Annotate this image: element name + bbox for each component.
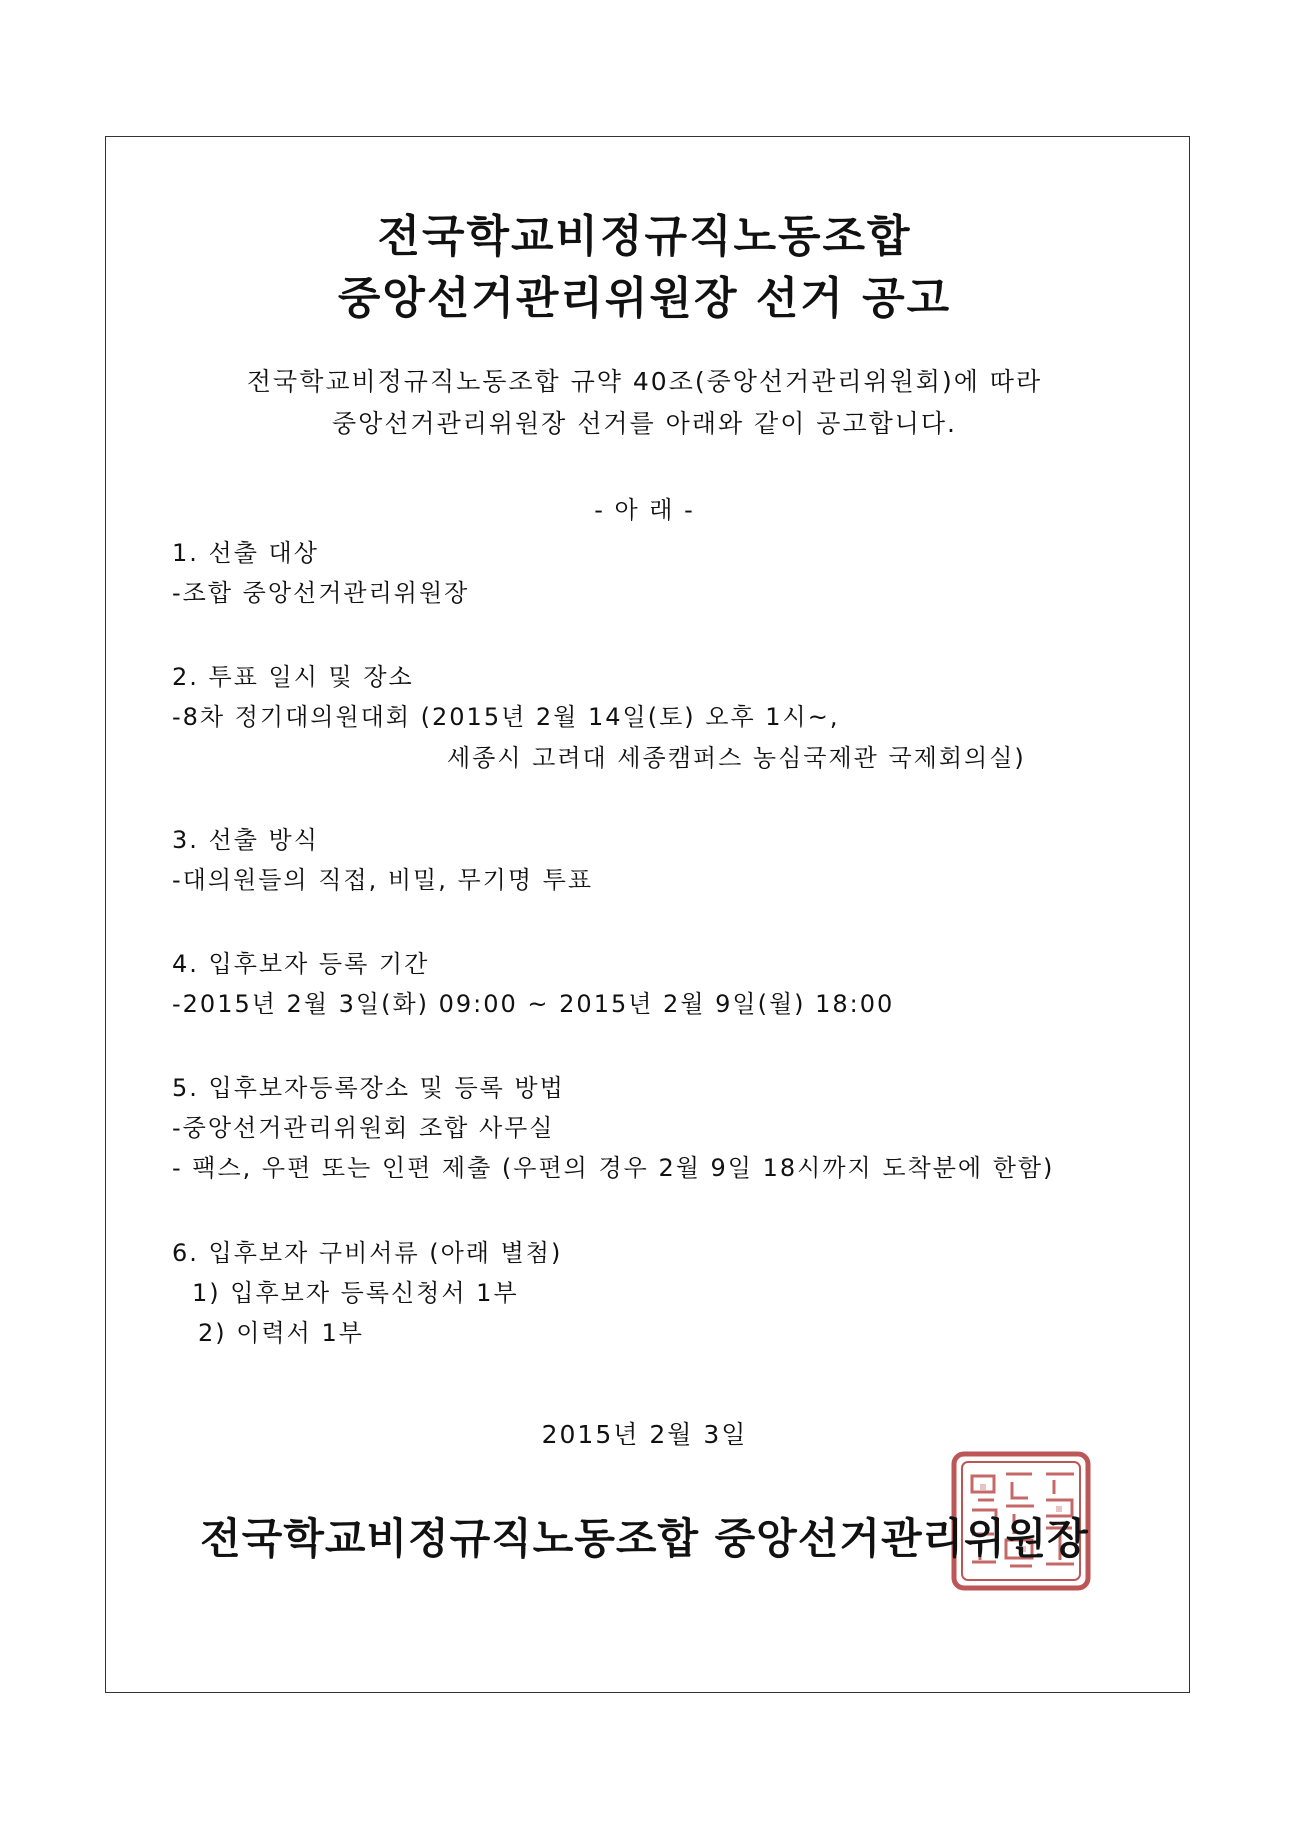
document-title-line2: 중앙선거관리위원장 선거 공고 — [337, 273, 952, 324]
section-6-line-2: 2) 이력서 1부 — [198, 1319, 364, 1347]
intro-line1: 전국학교비정규직노동조합 규약 40조(중앙선거관리위원회)에 따라 — [246, 367, 1043, 396]
section-5-line-2: - 팩스, 우편 또는 인편 제출 (우편의 경우 2월 9일 18시까지 도착분에 한함) — [172, 1154, 1055, 1182]
section-6-line-1: 1) 입후보자 등록신청서 1부 — [192, 1279, 519, 1307]
section-2-line-1: -8차 정기대의원대회 (2015년 2월 14일(토) 오후 1시~, — [172, 703, 840, 731]
section-1-line-1: -조합 중앙선거관리위원장 — [172, 579, 470, 607]
signature-line: 전국학교비정규직노동조합 중앙선거관리위원장 — [200, 1514, 1089, 1563]
section-5-line-1: -중앙선거관리위원회 조합 사무실 — [172, 1114, 555, 1142]
section-3-heading: 3. 선출 방식 — [172, 826, 319, 854]
intro-line2: 중앙선거관리위원장 선거를 아래와 같이 공고합니다. — [331, 409, 958, 438]
document-title-line1: 전국학교비정규직노동조합 — [377, 211, 912, 262]
section-4-heading: 4. 입후보자 등록 기간 — [172, 950, 430, 978]
section-5-heading: 5. 입후보자등록장소 및 등록 방법 — [172, 1074, 565, 1102]
section-6-heading: 6. 입후보자 구비서류 (아래 별첨) — [172, 1239, 563, 1267]
document-date: 2015년 2월 3일 — [541, 1420, 748, 1449]
section-4-line-1: -2015년 2월 3일(화) 09:00 ~ 2015년 2월 9일(월) 18:00 — [172, 990, 895, 1018]
section-2-line-2: 세종시 고려대 세종캠퍼스 농심국제관 국제회의실) — [447, 744, 1026, 772]
section-1-heading: 1. 선출 대상 — [172, 539, 319, 567]
section-2-heading: 2. 투표 일시 및 장소 — [172, 663, 414, 691]
below-heading: - 아 래 - — [594, 496, 695, 524]
section-3-line-1: -대의원들의 직접, 비밀, 무기명 투표 — [172, 866, 594, 894]
